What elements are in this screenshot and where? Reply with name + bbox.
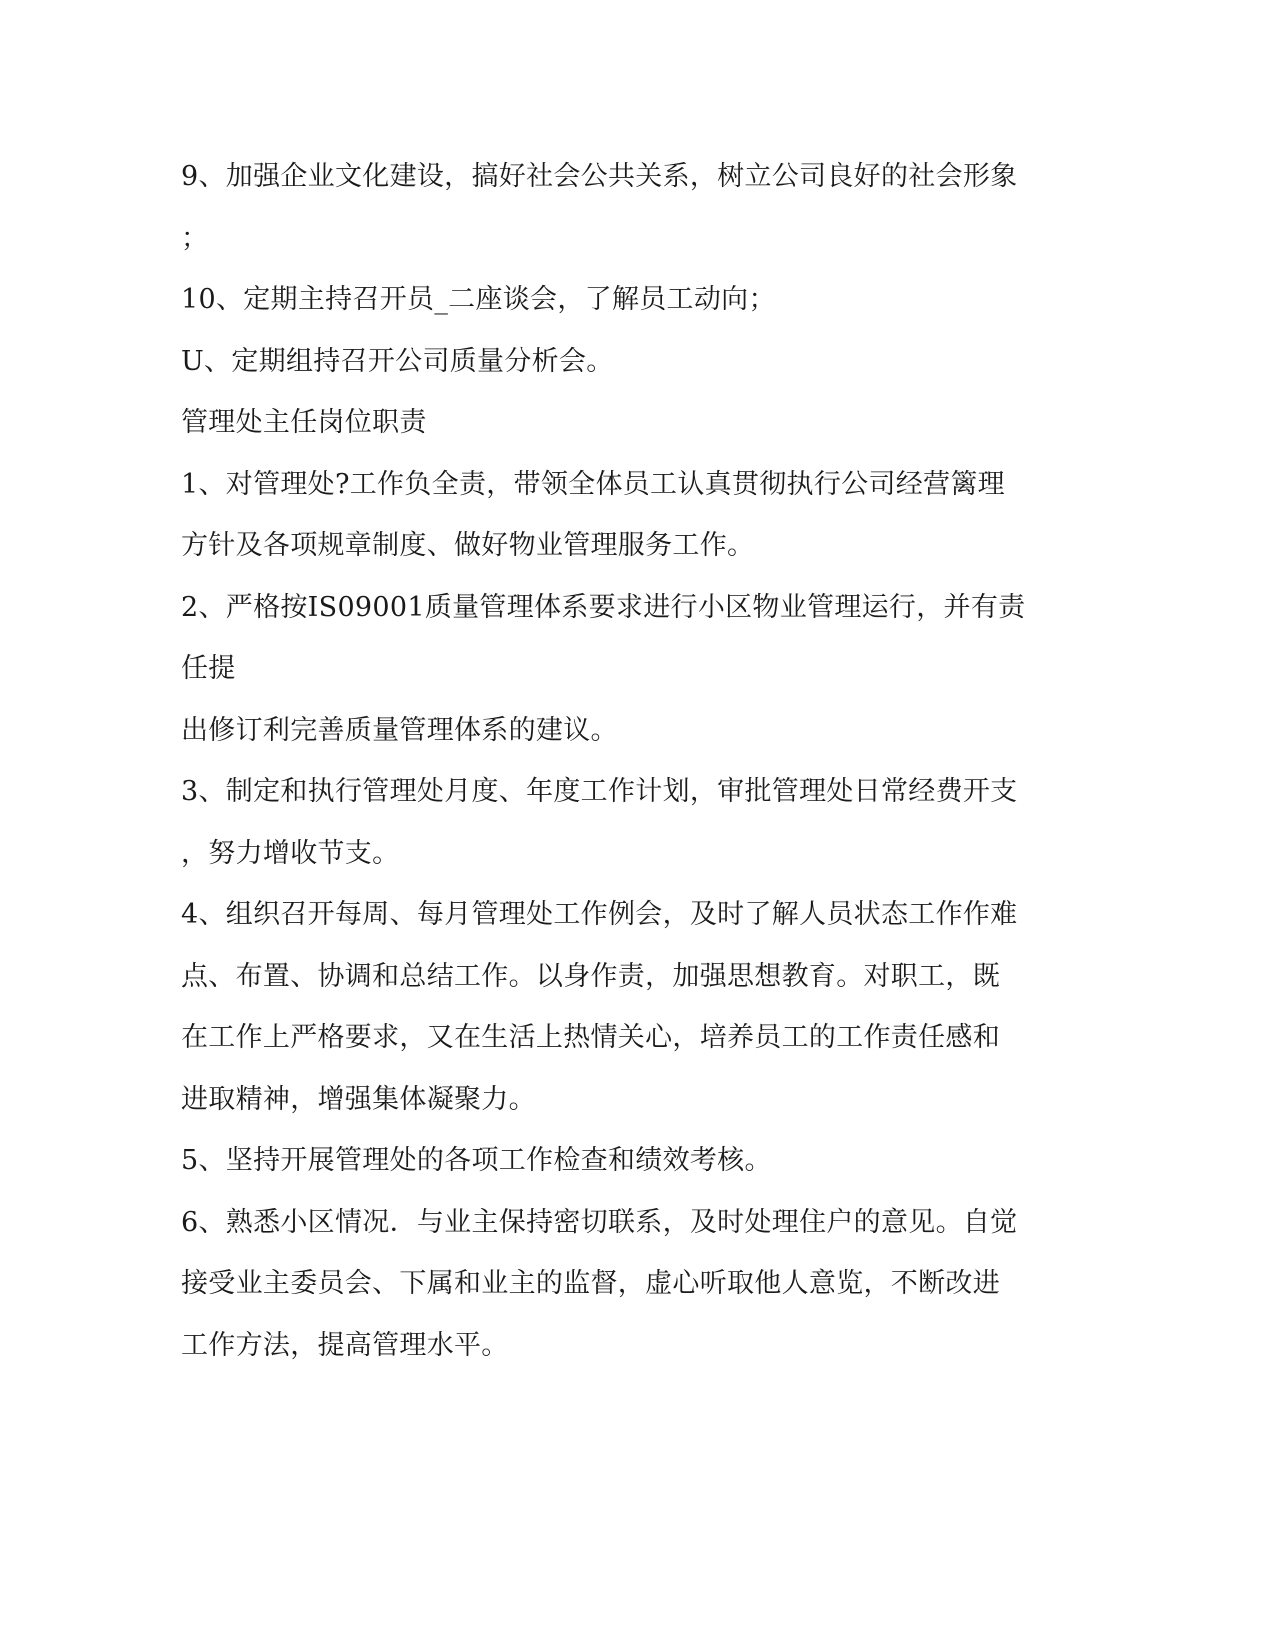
text-line-item-2-cont: 出修订利完善质量管理体系的建议。 <box>181 715 618 746</box>
text-line-item-2-cont: 任提 <box>181 653 236 684</box>
section-heading: 管理处主任岗位职责 <box>181 407 427 438</box>
text-line-item-2: 2、严格按IS09001质量管理体系要求进行小区物业管理运行，并有责 <box>181 592 1026 623</box>
text-line-item-6-cont: 接受业主委员会、下属和业主的监督，虚心听取他人意览，不断改进 <box>181 1268 1000 1299</box>
text-line-item-3: 3、制定和执行管理处月度、年度工作计划，审批管理处日常经费开支 <box>181 776 1018 807</box>
text-line-item-11: U、定期组持召开公司质量分析会。 <box>181 346 614 377</box>
text-line-item-9: 9、加强企业文化建设，搞好社会公共关系，树立公司良好的社会形象 <box>181 161 1018 192</box>
text-line-item-1-cont: 方针及各项规章制度、做好物业管理服务工作。 <box>181 530 755 561</box>
text-line-item-4-cont: 进取精神，增强集体凝聚力。 <box>181 1084 536 1115</box>
text-line-item-5: 5、坚持开展管理处的各项工作检查和绩效考核。 <box>181 1145 772 1176</box>
text-line-item-10: 10、定期主持召开员_二座谈会，了解员工动向； <box>181 284 776 315</box>
text-line-item-4-cont: 在工作上严格要求，又在生活上热情关心，培养员工的工作责任感和 <box>181 1022 1000 1053</box>
text-line-continuation: ； <box>181 223 209 254</box>
text-line-item-1: 1、对管理处?工作负全责，带领全体员工认真贯彻执行公司经营篱理 <box>181 469 1005 500</box>
text-line-item-3-cont: ，努力增收节支。 <box>181 838 400 869</box>
text-line-item-6-cont: 工作方法，提高管理水平。 <box>181 1330 509 1361</box>
text-line-item-4-cont: 点、布置、协调和总结工作。以身作责，加强思想教育。对职工，既 <box>181 961 1000 992</box>
text-line-item-4: 4、组织召开每周、每月管理处工作例会，及时了解人员状态工作作难 <box>181 899 1018 930</box>
text-line-item-6: 6、熟悉小区情况．与业主保持密切联系，及时处理住户的意见。自觉 <box>181 1207 1018 1238</box>
